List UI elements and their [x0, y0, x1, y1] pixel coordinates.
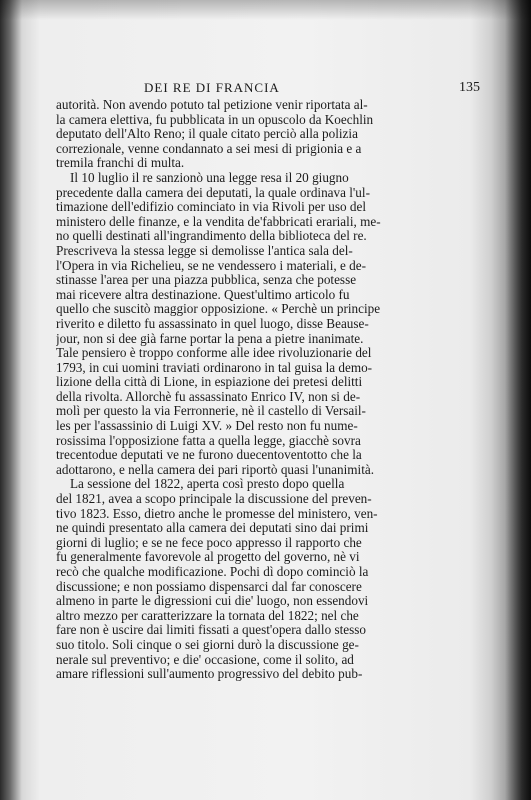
- text-line: giorni di luglio; e se ne fece poco appresso il rapporto che: [56, 535, 362, 550]
- text-line: discussione; e non possiamo dispensarci dal far conoscere: [56, 579, 362, 594]
- text-line: correzionale, venne condannato a sei mesi di prigionia e a: [56, 141, 362, 156]
- text-line: fu generalmente favorevole al progetto del governo, nè vi: [56, 550, 360, 565]
- text-line: recò che qualche modificazione. Pochi dì dopo cominciò la: [56, 565, 369, 579]
- text-line: almeno in parte le digressioni cui die' luogo, non essendovi: [56, 594, 369, 609]
- text-line: Tale pensiero è troppo conforme alle idee rivoluzionarie del: [56, 346, 372, 361]
- text-line: nerale sul preventivo; e die' occasione, come il solito, ad: [56, 652, 354, 667]
- text-line: suo titolo. Soli cinque o sei giorni durò la discussione ge-: [56, 637, 359, 652]
- page-header: [60, 80, 480, 100]
- text-line: stinasse l'area per una piazza pubblica, senza che potesse: [56, 273, 357, 288]
- text-line: ministero delle finanze, e la vendita de'fabbricati erariali, me-: [56, 214, 381, 229]
- text-line: altro mezzo per caratterizzare la tornata del 1822; nel che: [56, 608, 359, 623]
- text-line: autorità. Non avendo potuto tal petizione venir riportata al-: [56, 98, 368, 112]
- text-line: molì per questo la via Ferronnerie, nè il castello di Versail-: [56, 404, 366, 419]
- text-line: rosissima l'opposizione fatta a quella legge, giacchè sovra: [56, 433, 361, 448]
- text-line: amare riflessioni sull'aumento progressivo del debito pub-: [56, 667, 363, 682]
- text-line: timazione dell'edifizio cominciato in via Rivoli per uso del: [56, 200, 367, 215]
- text-line: ne quindi presentato alla camera dei deputati sino dai primi: [56, 521, 369, 536]
- text-line: deputato dell'Alto Reno; il quale citato perciò alla polizia: [56, 127, 358, 142]
- text-line: jour, non si dee già farne portar la pena a pietre inanimate.: [56, 331, 364, 346]
- text-line: del 1821, avea a scopo principale la discussione del preven-: [56, 492, 372, 507]
- text-line: trecentodue deputati ve ne furono duecentoventotto che la: [56, 448, 362, 463]
- text-line: mai ricevere altra destinazione. Quest'ultimo articolo fu: [56, 287, 350, 302]
- text-line: La sessione del 1822, aperta così presto dopo quella: [70, 477, 345, 492]
- text-line: della rivolta. Allorchè fu assassinato Enrico IV, non si de-: [56, 389, 361, 404]
- text-line: precedente dalla camera dei deputati, la quale ordinava l'ul-: [56, 185, 370, 200]
- text-line: quello che suscitò maggior opposizione. « Perchè un principe: [56, 302, 381, 317]
- text-line: l'Opera in via Richelieu, se ne vendessero i materiali, e de-: [56, 258, 366, 273]
- running-title: DEI RE DI FRANCIA: [144, 80, 280, 95]
- top-shadow: [0, 0, 531, 20]
- text-line: riverito e diletto fu assassinato in quel luogo, disse Beause-: [56, 316, 369, 331]
- text-line: les per l'assassinio di Luigi XV. » Del resto non fu nume-: [56, 419, 358, 434]
- text-line: Prescriveva la stessa legge si demolisse l'antica sala del-: [56, 243, 353, 258]
- text-line: no quelli destinati all'ingrandimento della biblioteca del re.: [56, 229, 367, 244]
- body-text: [56, 98, 486, 682]
- text-line: 1793, in cui uomini traviati ordinarono in tal guisa la demo-: [56, 360, 373, 375]
- text-line: tremila franchi di multa.: [56, 156, 185, 171]
- page-number: 135: [459, 80, 480, 95]
- text-line: Il 10 luglio il re sanzionò una legge resa il 20 giugno: [70, 170, 349, 185]
- edge-shadow: [491, 0, 531, 800]
- text-line: la camera elettiva, fu pubblicata in un opuscolo da Koechlin: [56, 112, 374, 127]
- text-line: lizione della città di Lione, in espiazione dei pretesi delitti: [56, 375, 363, 390]
- text-line: fare non è uscire dai limiti fissati a quest'opera dallo stesso: [56, 623, 366, 638]
- text-line: adottarono, e nella camera dei pari riportò quasi l'unanimità.: [56, 462, 375, 477]
- text-line: tivo 1823. Esso, dietro anche le promesse del ministero, ven-: [56, 506, 378, 521]
